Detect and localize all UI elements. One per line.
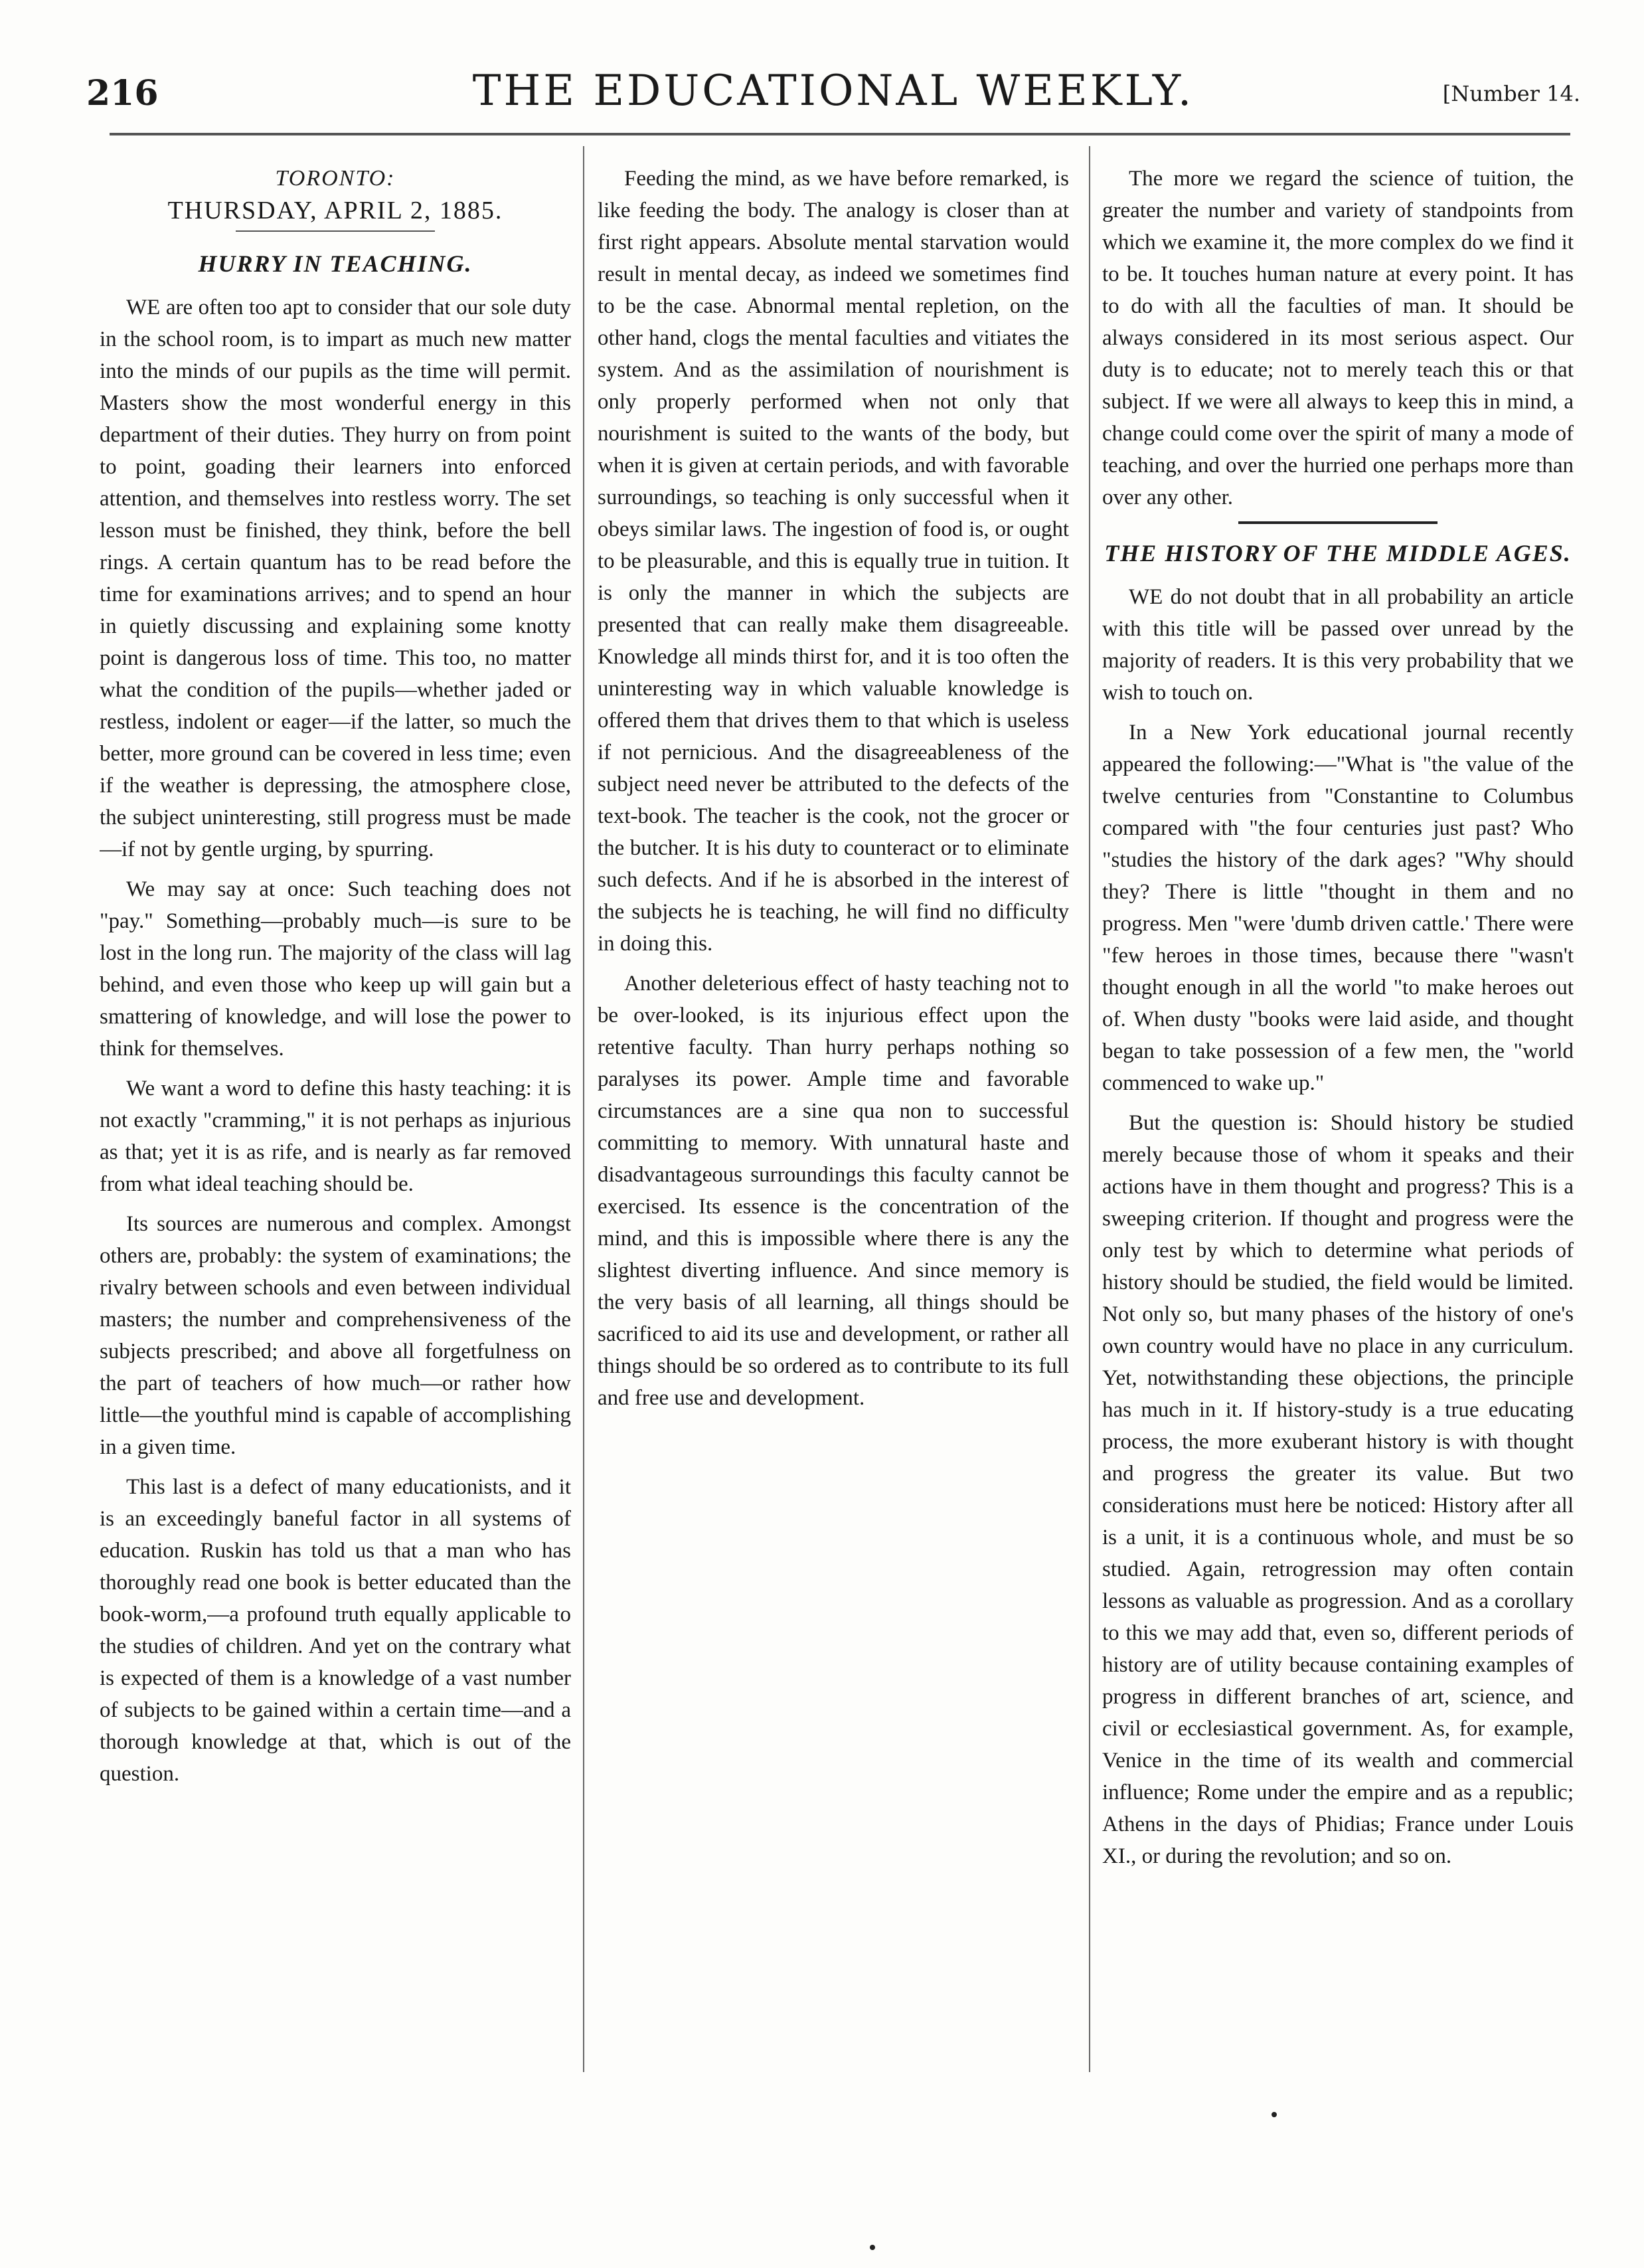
article-paragraph: Its sources are numerous and complex. Amongst others are, probably: the system of examinations; the rivalry between schools and even between individual masters; the number and comprehensiveness of the subjects prescribed; and above all forgetfulness on the part of teachers of how much—or rather how little—the youthful mind is capable of accomplishing in a given time.: [100, 1212, 571, 1459]
issue-number: [Number 14.: [1442, 81, 1580, 106]
article-heading: THE HISTORY OF THE MIDDLE AGES.: [1104, 540, 1572, 567]
ink-speck: [870, 2245, 875, 2250]
page-header: [86, 66, 1580, 126]
column-1: [100, 163, 571, 2155]
article-paragraph: Another deleterious effect of hasty teaching not to be over-looked, is its injurious effect upon the retentive faculty. Than hurry perhaps nothing so paralyses its power. Ample time and favorable circumstances are a sine qua non to successful committing to memory. With unnatural haste and disadvantageous surroundings this faculty cannot be exercised. Its essence is the concentration of the mind, and this is impossible where there is any the slightest diverting influence. And since memory is the very basis of all learning, all things should be sacrificed to aid its use and development, or rather all things should be so ordered as to contribute to its full and free use and development.: [598, 972, 1069, 1410]
article-paragraph: We may say at once: Such teaching does not "pay." Something—probably much—is sure to be lost in the long run. The majority of the class will lag behind, and even those who keep up will gain but a smattering of knowledge, and will lose the power to think for themselves.: [100, 877, 571, 1061]
journal-title: THE EDUCATIONAL WEEKLY.: [472, 66, 1194, 116]
column-3: [1102, 163, 1574, 2155]
dateline-date: THURSDAY, APRIL 2, 1885.: [167, 197, 503, 224]
page-number: 216: [86, 73, 159, 114]
article-paragraph: In a New York educational journal recently appeared the following:—"What is "the value of the twelve centuries from "Constantine to Columbus compared with "the four centuries just past? Who "studies the history of the dark ages? "Why should they? There is little "thought in them and no progress. Men "were 'dumb driven cattle.' There were "few heroes in those times, because there "wasn't thought enough in all the world "to make heroes out of. When dusty "books were laid aside, and thought began to take possession of a few men, the "world commenced to wake up.": [1102, 721, 1574, 1095]
article-paragraph: The more we regard the science of tuition, the greater the number and variety of standpoints from which we examine it, the more complex do we find it to be. It touches human nature at every point. It has to do with all the faculties of man. It should be always considered in its most serious aspect. Our duty is to educate; not to merely teach this or that subject. If we were all always to keep this in mind, a change could come over the spirit of many a mode of teaching, and over the hurried one perhaps more than over any other.: [1102, 167, 1574, 509]
article-paragraph: Feeding the mind, as we have before remarked, is like feeding the body. The analogy is closer than at first right appears. Absolute mental starvation would result in mental decay, as indeed we sometimes find to be the case. Abnormal mental repletion, on the other hand, clogs the mental faculties and vitiates the system. And as the assimilation of nourishment is only properly performed when not only that nourishment is suited to the wants of the body, but when it is given at certain periods, and with favorable surroundings, so teaching is only successful when it obeys similar laws. The ingestion of food is, or ought to be pleasurable, and this is equally true in tuition. It is only the manner in which the subjects are presented that can really make them disagreeable. Knowledge all minds thirst for, and it is too often the uninteresting way in which valuable knowledge is offered them that drives them to that which is useless if not pernicious. And the disagreeableness of the subject need never be attributed to the defects of the text-book. The teacher is the cook, not the grocer or the butcher. It is his duty to counteract or to eliminate such defects. And if he is absorbed in the interest of the subjects he is teaching, he will find no difficulty in doing this.: [598, 167, 1069, 956]
header-rule: [110, 133, 1570, 135]
article-paragraph: WE do not doubt that in all probability an article with this title will be passed over unread by the majority of readers. It is this very probability that we wish to touch on.: [1102, 585, 1574, 705]
column-divider: [1089, 146, 1090, 2072]
article-paragraph: We want a word to define this hasty teaching: it is not exactly "cramming," it is not perhaps as injurious as that; yet it is as rife, and is nearly as far removed from what ideal teaching should be.: [100, 1077, 571, 1196]
article-paragraph: WE are often too apt to consider that our sole duty in the school room, is to impart as much new matter into the minds of our pupils as the time will permit. Masters show the most wonderful energy in this department of their duties. They hurry on from point to point, goading their learners into enforced attention, and themselves into restless worry. The set lesson must be finished, they think, before the bell rings. A certain quantum has to be read before the time for examinations arrives; and to spend an hour in quietly discussing and explaining some knotty point is dangerous loss of time. This too, no matter what the condition of the pupils—whether jaded or restless, indolent or eager—if the latter, so much the better, more ground can be covered in less time; even if the weather is depressing, the atmosphere close, the subject uninteresting, still progress must be made—if not by gentle urging, by spurring.: [100, 296, 571, 861]
article-heading: HURRY IN TEACHING.: [198, 250, 473, 277]
ink-speck: [1272, 2112, 1277, 2117]
section-rule: [1238, 521, 1438, 524]
article-paragraph: This last is a defect of many educationists, and it is an exceedingly baneful factor in all systems of education. Ruskin has told us that a man who has thoroughly read one book is better educated than the book-worm,—a profound truth equally applicable to the studies of children. And yet on the contrary what is expected of them is a knowledge of a vast number of subjects to be gained within a certain time—and a thorough knowledge at that, which is out of the question.: [100, 1475, 571, 1786]
column-divider: [583, 146, 584, 2072]
dateline-city: TORONTO:: [275, 166, 396, 191]
dateline-rule: [236, 230, 435, 232]
column-2: [598, 163, 1069, 2155]
article-paragraph: But the question is: Should history be studied merely because those of whom it speaks and their actions have in them thought and progress? This is a sweeping criterion. If thought and progress were the only test by which to determine what periods of history should be studied, the field would be limited. Not only so, but many phases of the history of one's own country would have no place in any curriculum. Yet, notwithstanding these objections, the principle has much in it. If history-study is a true educating process, the more exuberant history is with thought and progress the greater its value. But two considerations must here be noticed: History after all is a unit, it is a continuous whole, and must be so studied. Again, retrogression may often contain lessons as valuable as progression. And as a corollary to this we may add that, even so, different periods of history are of utility because containing examples of progress in different branches of art, science, and civil or ecclesiastical government. As, for example, Venice in the time of its wealth and commercial influence; Rome under the empire and as a republic; Athens in the days of Phidias; France under Louis XI., or during the revolution; and so on.: [1102, 1111, 1574, 1868]
